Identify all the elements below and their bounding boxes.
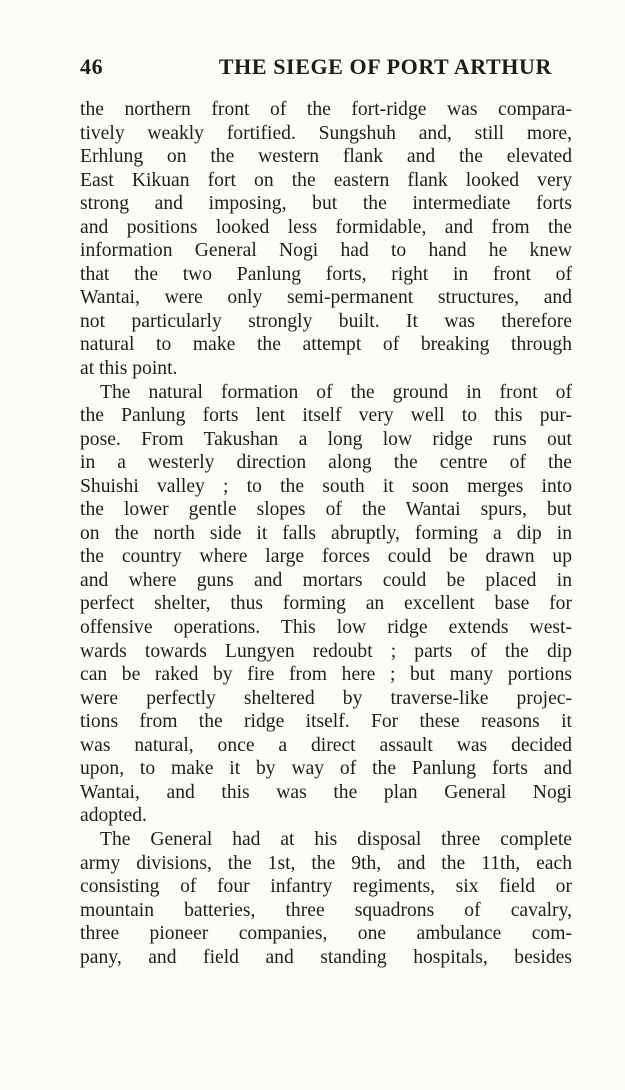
- text-line: the lower gentle slopes of the Wantai spurs, but: [80, 499, 572, 521]
- text-line: and positions looked less formidable, and from the: [80, 216, 572, 238]
- text-line: that the two Panlung forts, right in front of: [80, 263, 572, 285]
- text-line: tions from the ridge itself. For these reasons it: [80, 711, 572, 733]
- text-line: adopted.: [80, 805, 147, 827]
- text-line: natural to make the attempt of breaking through: [80, 334, 572, 356]
- body-text: [80, 98, 572, 969]
- running-title: THE SIEGE OF PORT ARTHUR: [218, 54, 552, 79]
- text-line: was natural, once a direct assault was decided: [80, 734, 572, 756]
- paragraph: [80, 828, 572, 969]
- page-number: 46: [80, 54, 104, 79]
- text-line: East Kikuan fort on the eastern flank looked very: [80, 169, 572, 191]
- text-line: Erhlung on the western flank and the elevated: [80, 146, 572, 168]
- paragraph: [80, 381, 572, 828]
- text-line: pany, and field and standing hospitals, besides: [80, 946, 572, 968]
- text-line: The General had at his disposal three complete: [100, 828, 572, 850]
- text-line: perfect shelter, thus forming an excellent base for: [80, 593, 572, 615]
- text-line: pose. From Takushan a long low ridge runs out: [80, 428, 572, 450]
- text-line: consisting of four infantry regiments, six field or: [80, 876, 572, 898]
- text-line: the country where large forces could be drawn up: [80, 546, 572, 568]
- text-line: the Panlung forts lent itself very well to this pur-: [80, 405, 572, 427]
- text-line: Wantai, and this was the plan General Nogi: [80, 781, 572, 803]
- text-line: offensive operations. This low ridge extends west-: [80, 617, 572, 639]
- text-line: three pioneer companies, one ambulance com-: [80, 923, 572, 945]
- text-line: were perfectly sheltered by traverse-like projec-: [80, 687, 572, 709]
- text-line: upon, to make it by way of the Panlung forts and: [80, 758, 572, 780]
- paragraph: [80, 98, 572, 381]
- running-head: [80, 54, 552, 84]
- text-line: on the north side it falls abruptly, forming a dip in: [80, 522, 572, 544]
- text-line: can be raked by fire from here ; but many portions: [80, 664, 572, 686]
- text-line: strong and imposing, but the intermediate forts: [80, 193, 572, 215]
- text-line: and where guns and mortars could be placed in: [80, 569, 572, 591]
- text-line: in a westerly direction along the centre of the: [80, 452, 572, 474]
- text-line: tively weakly fortified. Sungshuh and, still more,: [80, 122, 572, 144]
- text-line: army divisions, the 1st, the 9th, and the 11th, each: [80, 852, 572, 874]
- text-line: information General Nogi had to hand he knew: [80, 240, 572, 262]
- text-line: at this point.: [80, 358, 178, 380]
- text-line: Shuishi valley ; to the south it soon merges into: [80, 475, 572, 497]
- text-line: The natural formation of the ground in front of: [100, 381, 572, 403]
- text-line: not particularly strongly built. It was therefore: [80, 310, 572, 332]
- text-line: Wantai, were only semi-permanent structures, and: [80, 287, 572, 309]
- text-line: mountain batteries, three squadrons of cavalry,: [80, 899, 572, 921]
- text-line: the northern front of the fort-ridge was compara-: [80, 99, 572, 120]
- text-line: wards towards Lungyen redoubt ; parts of the dip: [80, 640, 572, 662]
